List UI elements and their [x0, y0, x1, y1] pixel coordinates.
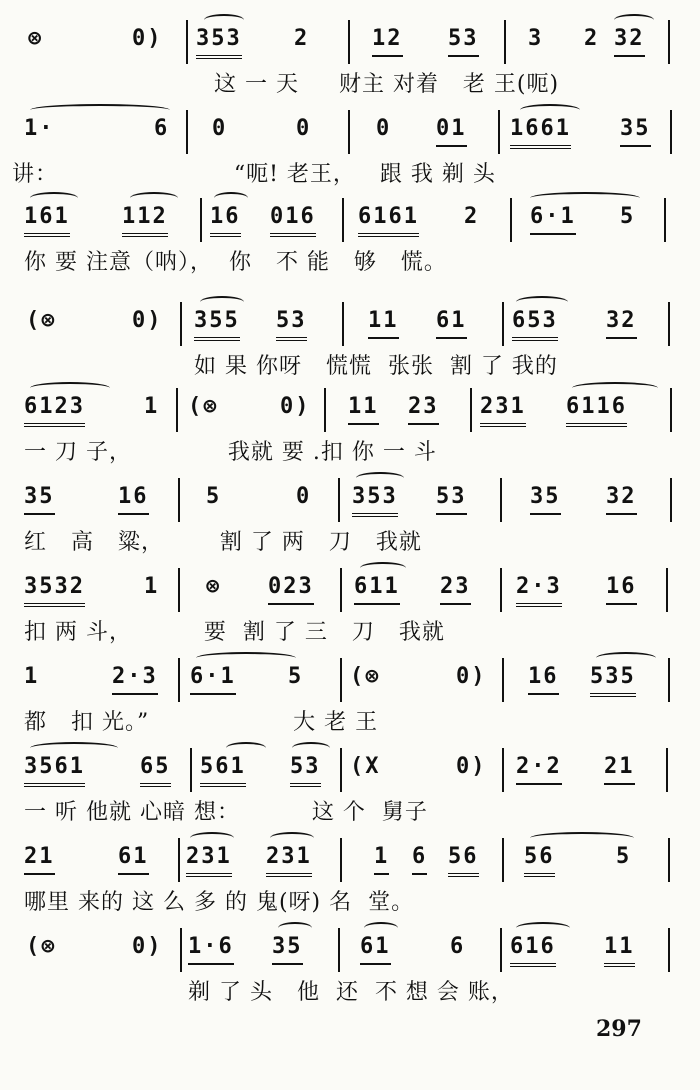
rest-symbol: ⊗	[28, 26, 44, 51]
barline	[178, 658, 180, 702]
barline	[178, 838, 180, 882]
music-system	[0, 926, 700, 1026]
note-group: 616	[510, 932, 556, 967]
note-group: 16	[210, 202, 241, 237]
barline	[324, 388, 326, 432]
barline	[500, 478, 502, 522]
lyric-line: 都 扣 光。” 大 老 王	[24, 710, 379, 735]
note-group: 6116	[566, 392, 627, 427]
rest-note: 0)	[132, 26, 163, 51]
rest-note: 0)	[132, 308, 163, 333]
barline	[670, 478, 672, 522]
music-system	[0, 836, 700, 936]
music-system	[0, 196, 700, 296]
barline	[180, 928, 182, 972]
note-group: 35	[620, 114, 651, 147]
note: 6	[412, 842, 427, 875]
note-group: 53	[290, 752, 321, 787]
note-group: 35	[24, 482, 55, 515]
note: 1	[24, 664, 40, 689]
note-group: 535	[590, 662, 636, 697]
note-group: 56	[524, 842, 555, 877]
note: 2	[294, 26, 310, 51]
note-group: 11	[368, 306, 399, 339]
note: 0	[212, 116, 228, 141]
lyric-line: 红 高 粱， 割 了 两 刀 我就	[24, 530, 422, 555]
note: 3	[528, 26, 544, 51]
barline	[502, 838, 504, 882]
note-group: 2·2	[516, 752, 562, 785]
note: 1	[144, 394, 160, 419]
note-group: 23	[408, 392, 439, 425]
note: 2	[584, 26, 600, 51]
note-group: 1·6	[188, 932, 234, 965]
note-group: 56	[448, 842, 479, 877]
barline	[500, 928, 502, 972]
barline	[504, 20, 506, 64]
barline	[498, 110, 500, 154]
barline	[502, 658, 504, 702]
lyric-line: 讲： “呃! 老王， 跟 我 剃 头	[12, 162, 496, 187]
note: 1·	[24, 116, 55, 141]
note: 1	[144, 574, 160, 599]
music-system	[0, 746, 700, 846]
note-group: 561	[200, 752, 246, 787]
note-group: 161	[24, 202, 70, 237]
rest-note: 0)	[456, 754, 487, 779]
rest-note: 0)	[132, 934, 163, 959]
barline	[176, 388, 178, 432]
barline	[178, 478, 180, 522]
note: 5	[206, 484, 222, 509]
note-group: 1661	[510, 114, 571, 149]
note: 0	[296, 484, 312, 509]
note-group: 23	[440, 572, 471, 605]
rest-symbol: (⊗	[188, 394, 219, 419]
lyric-line: 剃 了 头 他 还 不 想 会 账，	[188, 980, 514, 1005]
note-group: 16	[118, 482, 149, 515]
lyric-line: 一 听 他就 心暗 想： 这 个 舅子	[24, 800, 428, 825]
note: 5	[616, 844, 632, 869]
note-group: 16	[528, 662, 559, 695]
lyric-line: 一 刀 子， 我就 要 .扣 你 一 斗	[24, 440, 437, 465]
note-group: 35	[530, 482, 561, 515]
lyric-line: 扣 两 斗， 要 割 了 三 刀 我就	[24, 620, 445, 645]
note-group: 6123	[24, 392, 85, 427]
note-group: 016	[270, 202, 316, 237]
note-group: 32	[606, 482, 637, 515]
note: 5	[288, 664, 304, 689]
note-group: 12	[372, 24, 403, 57]
note-group: 53	[276, 306, 307, 341]
lyric-line: 你 要 注意（呐）， 你 不 能 够 慌。	[24, 250, 447, 275]
music-system	[0, 476, 700, 576]
note-group: 21	[604, 752, 635, 785]
note-group: 32	[606, 306, 637, 339]
barline	[342, 302, 344, 346]
music-system	[0, 656, 700, 756]
note: 2	[464, 204, 480, 229]
barline	[668, 302, 670, 346]
note-group: 6161	[358, 202, 419, 237]
note-group: 11	[348, 392, 379, 425]
barline	[502, 748, 504, 792]
rest-symbol: ⊗	[206, 574, 222, 599]
barline	[190, 748, 192, 792]
barline	[670, 388, 672, 432]
note-group: 653	[512, 306, 558, 341]
note-group: 16	[606, 572, 637, 605]
barline	[664, 198, 666, 242]
barline	[666, 748, 668, 792]
note: 0	[296, 116, 312, 141]
rest-symbol: (⊗	[26, 934, 57, 959]
rest-symbol: (⊗	[350, 664, 381, 689]
note-group: 231	[266, 842, 312, 877]
barline	[186, 110, 188, 154]
note-group: 61	[118, 842, 149, 875]
barline	[348, 20, 350, 64]
barline	[180, 302, 182, 346]
page-number: 297	[596, 1016, 642, 1042]
barline	[338, 478, 340, 522]
note-group: 6·1	[190, 662, 236, 695]
music-system	[0, 386, 700, 486]
barline	[338, 928, 340, 972]
note-group: 353	[352, 482, 398, 517]
rest-symbol: (⊗	[26, 308, 57, 333]
lyric-line: 如 果 你呀 慌慌 张张 割 了 我的	[194, 354, 558, 379]
barline	[340, 658, 342, 702]
barline	[502, 302, 504, 346]
music-system	[0, 566, 700, 666]
note-group: 353	[196, 24, 242, 59]
note-group: 2·3	[516, 572, 562, 607]
note-group: 61	[436, 306, 467, 339]
note-group: 023	[268, 572, 314, 605]
barline	[510, 198, 512, 242]
barline	[186, 20, 188, 64]
barline	[200, 198, 202, 242]
note: 5	[620, 204, 636, 229]
barline	[668, 838, 670, 882]
note-group: 231	[480, 392, 526, 427]
barline	[500, 568, 502, 612]
barline	[340, 568, 342, 612]
lyric-line: 这 一 天 财主 对着 老 王(呃)	[214, 72, 560, 97]
lyric-line: 哪里 来的 这 么 多 的 鬼(呀) 名 堂。	[24, 890, 415, 915]
note: 6	[154, 116, 170, 141]
barline	[668, 658, 670, 702]
rest-note: 0)	[280, 394, 311, 419]
note-group: 611	[354, 572, 400, 605]
barline	[668, 928, 670, 972]
note: 1	[374, 842, 389, 875]
note-group: 61	[360, 932, 391, 965]
barline	[670, 110, 672, 154]
barline	[340, 838, 342, 882]
note-group: 21	[24, 842, 55, 875]
rest-note: 0)	[456, 664, 487, 689]
barline	[178, 568, 180, 612]
barline	[470, 388, 472, 432]
barline	[666, 568, 668, 612]
note-group: 355	[194, 306, 240, 341]
barline	[340, 748, 342, 792]
note-group: 35	[272, 932, 303, 965]
barline	[348, 110, 350, 154]
note-group: 2·3	[112, 662, 158, 695]
note-group: 3532	[24, 572, 85, 607]
note: 6	[450, 934, 466, 959]
note-group: 11	[604, 932, 635, 967]
note-group: 53	[448, 24, 479, 57]
rest-symbol: (X	[350, 754, 381, 779]
note-group: 01	[436, 114, 467, 147]
note-group: 53	[436, 482, 467, 515]
barline	[668, 20, 670, 64]
note: 0	[376, 116, 392, 141]
note-group: 112	[122, 202, 168, 237]
note-group: 65	[140, 752, 171, 787]
note-group: 3561	[24, 752, 85, 787]
note-group: 231	[186, 842, 232, 877]
music-system	[0, 18, 700, 118]
barline	[342, 198, 344, 242]
note-group: 32	[614, 24, 645, 57]
note-group: 6·1	[530, 202, 576, 235]
